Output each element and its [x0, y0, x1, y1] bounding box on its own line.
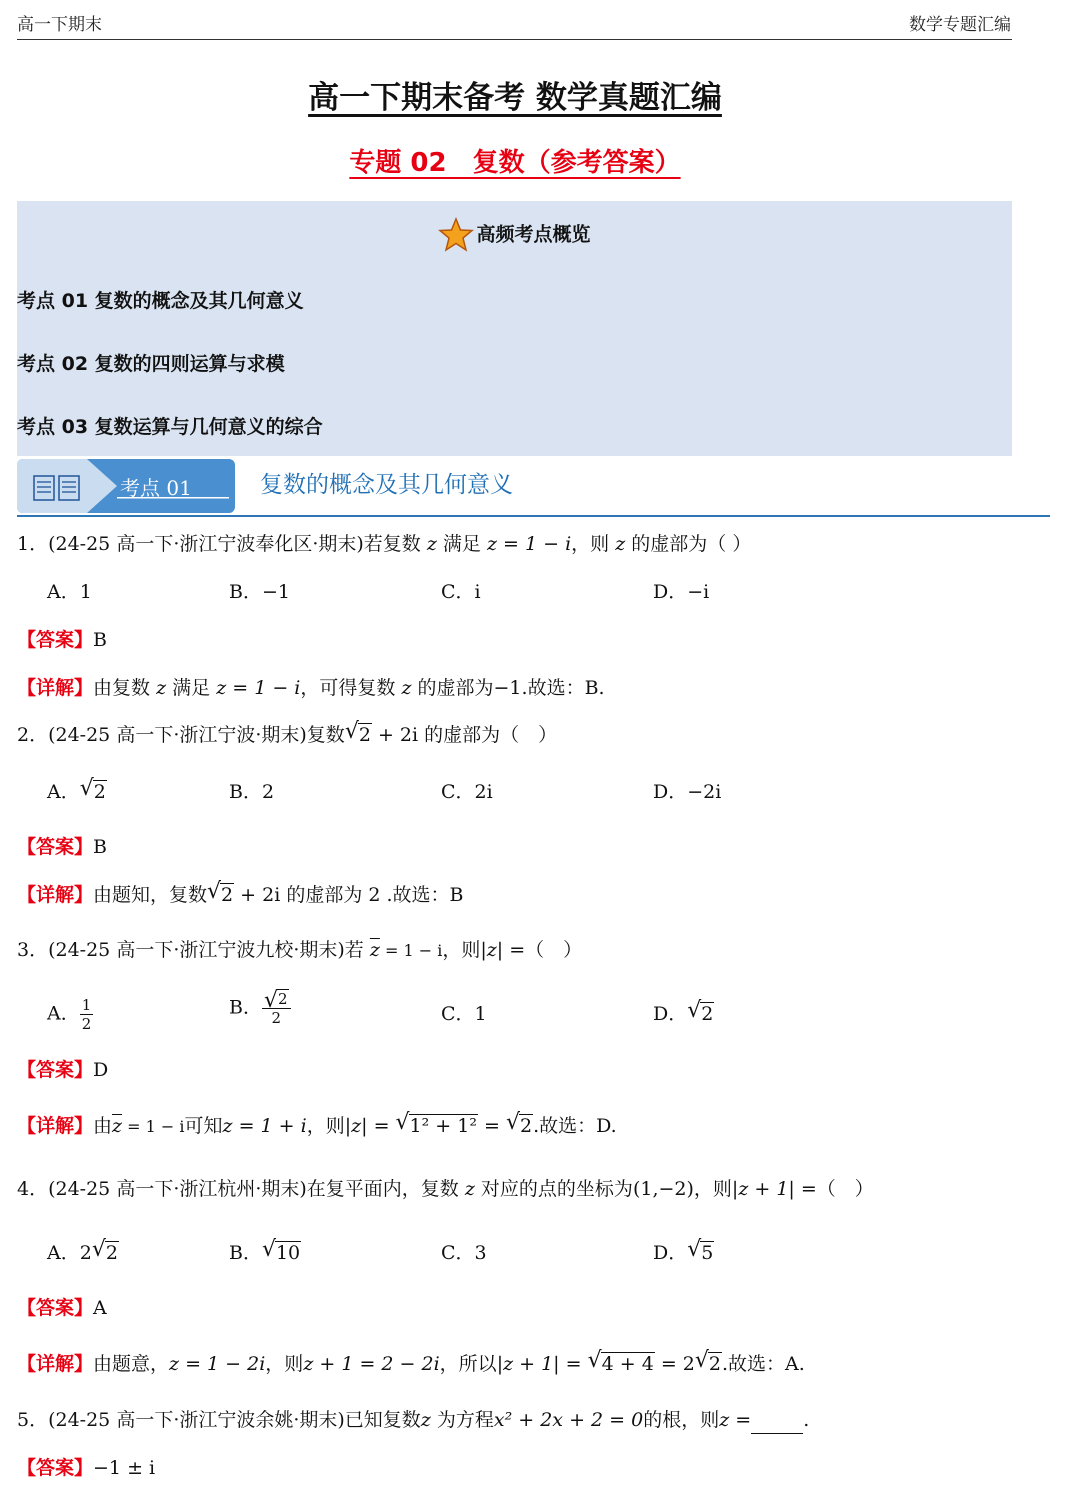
overview-heading: 高频考点概览 — [17, 217, 1012, 253]
q3-option-a: A． $\frac{1}{2}$ — [47, 996, 92, 1033]
page-title: 高一下期末备考 数学真题汇编 — [308, 80, 722, 116]
overview-item-03: 考点 03 复数运算与几何意义的综合 — [17, 416, 323, 438]
question-4: 4．(24-25 高一下·浙江杭州·期末)在复平面内，复数 z 对应的点的坐标为(1,−2)，则|z + 1| =（ ） — [17, 1178, 874, 1200]
q1-option-d: D．−i — [653, 581, 710, 603]
header-right: 数学专题汇编 — [909, 15, 1011, 35]
q3-answer: 【答案】D — [17, 1059, 109, 1081]
q4-option-a: A．2 √ 2 — [47, 1239, 119, 1267]
star-icon — [438, 217, 474, 253]
q4-option-c: C．3 — [441, 1242, 487, 1264]
q2-answer: 【答案】B — [17, 836, 107, 858]
q3-detail: 【详解】由$\overline{z} = 1 - i$可知z = 1 + i，则|z| = √ 1² + 1² = √ 2.故选：D. — [17, 1112, 617, 1141]
overview-item-02: 考点 02 复数的四则运算与求模 — [17, 353, 285, 375]
q4-detail: 【详解】由题意，z = 1 − 2i，则z + 1 = 2 − 2i，所以|z + 1| = √ 4 + 4 = 2 √ 2.故选：A. — [17, 1350, 805, 1378]
q1-option-c: C．i — [441, 581, 481, 603]
header-left: 高一下期末 — [17, 15, 102, 35]
question-5: 5．(24-25 高一下·浙江宁波余姚·期末)已知复数z 为方程x² + 2x + 2 = 0的根，则z = . — [17, 1406, 809, 1434]
q1-answer: 【答案】B — [17, 629, 107, 651]
q2-option-b: B．2 — [229, 781, 275, 803]
section-rule — [17, 515, 1050, 517]
question-3: 3．(24-25 高一下·浙江宁波九校·期末)若 $\overline{z} = 1 - i$，则|z| =（ ） — [17, 939, 583, 961]
overview-box — [17, 201, 1012, 456]
q3-option-b: B． √ $\frac{2}{2}$ — [229, 990, 291, 1027]
q1-option-a: A．1 — [47, 581, 92, 603]
q2-option-d: D．−2i — [653, 781, 722, 803]
question-2: 2．(24-25 高一下·浙江宁波·期末)复数 √ 2 + 2i 的虚部为（ ） — [17, 721, 557, 749]
q2-option-a: A． √ 2 — [47, 778, 107, 806]
question-1: 1．(24-25 高一下·浙江宁波奉化区·期末)若复数 z 满足 z = 1 − i，则 z 的虚部为（ ） — [17, 533, 752, 555]
q2-option-c: C．2i — [441, 781, 493, 803]
section-badge-label: 考点 01 — [120, 476, 192, 500]
q2-detail: 【详解】由题知，复数 √ 2 + 2i 的虚部为 2 .故选：B — [17, 881, 464, 909]
q5-answer: 【答案】−1 ± i — [17, 1457, 156, 1479]
header-rule — [17, 39, 1012, 40]
q3-option-d: D． √ 2 — [653, 1000, 714, 1028]
q1-option-b: B．−1 — [229, 581, 290, 603]
book-icon — [33, 475, 83, 501]
q4-option-d: D． √ 5 — [653, 1239, 714, 1267]
q5-answer-blank — [751, 1413, 803, 1434]
q4-option-b: B． √ 10 — [229, 1239, 301, 1267]
page-subtitle: 专题 02 复数（参考答案） — [349, 148, 681, 178]
q1-detail: 【详解】由复数 z 满足 z = 1 − i，可得复数 z 的虚部为−1.故选：B. — [17, 677, 605, 699]
section-badge — [17, 459, 235, 513]
q4-answer: 【答案】A — [17, 1297, 107, 1319]
section-title: 复数的概念及其几何意义 — [260, 472, 513, 498]
q3-option-c: C．1 — [441, 1003, 487, 1025]
overview-item-01: 考点 01 复数的概念及其几何意义 — [17, 290, 304, 312]
